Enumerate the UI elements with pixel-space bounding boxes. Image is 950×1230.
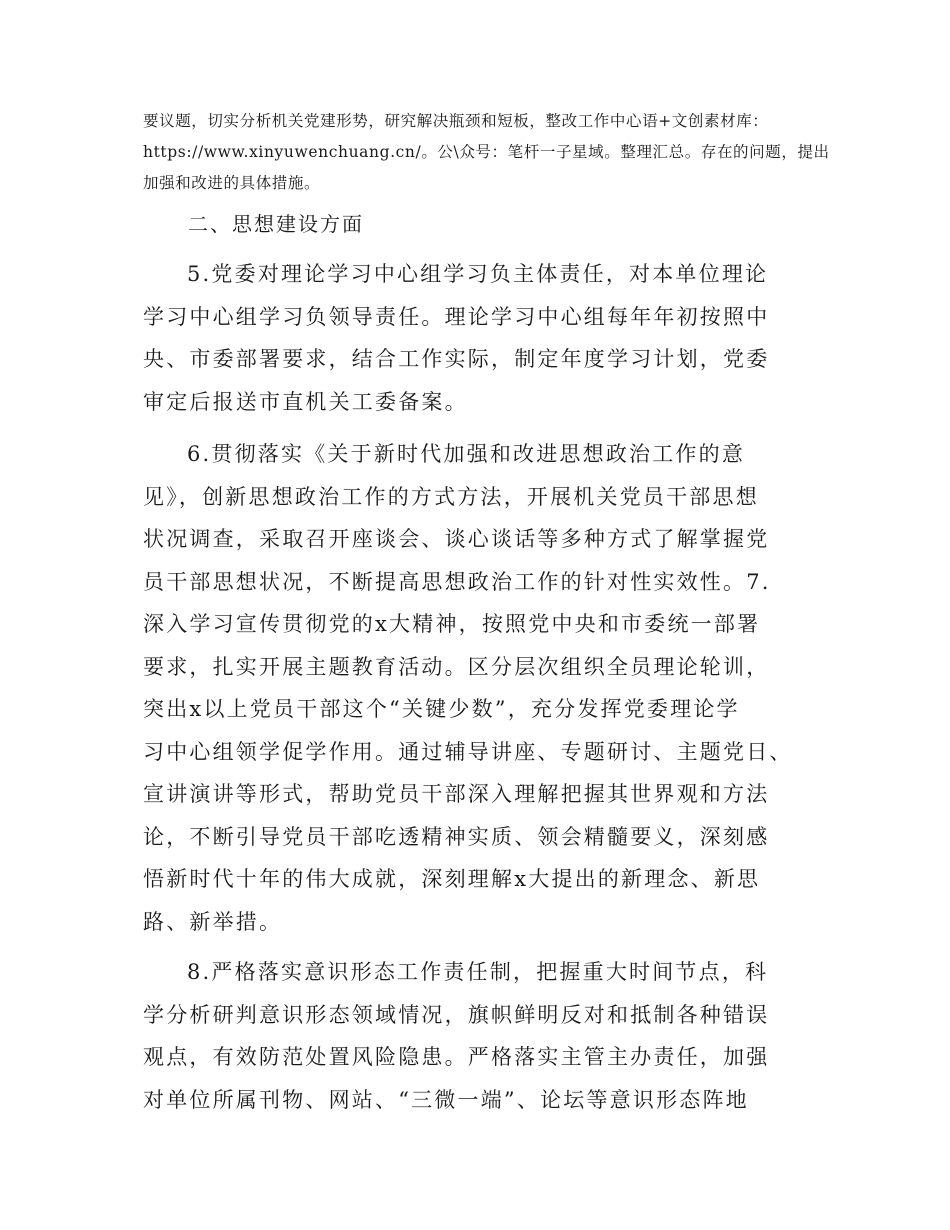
paragraph-line: 见》，创新思想政治工作的方式方法，开展机关党员干部思想 (143, 484, 759, 509)
paragraph-line: 5.党委对理论学习中心组学习负主体责任，对本单位理论 (187, 262, 769, 286)
paragraph-line: 悟新时代十年的伟大成就，深刻理解x大提出的新理念、新思 (143, 867, 761, 891)
paragraph-8 (143, 951, 833, 1121)
paragraph-line: 宣讲演讲等形式，帮助党员干部深入理解把握其世界观和方法 (143, 782, 770, 806)
paragraph-line: 对单位所属刊物、网站、“三微一端”、论坛等意识形态阵地 (143, 1087, 749, 1112)
paragraph-line: 状况调查，采取召开座谈会、谈心谈话等多种方式了解掌握党 (143, 527, 770, 551)
paragraph-line: 习中心组领学促学作用。通过辅导讲座、专题研讨、主题党日、 (143, 739, 793, 764)
intro-paragraph (143, 106, 830, 199)
paragraph-6 (143, 433, 833, 943)
intro-line: https://www.xinyuwenchuang.cn/。公\众号：笔杆一子星域。整理汇总。存在的问题，提出 (143, 143, 830, 161)
intro-line: 要议题，切实分析机关党建形势，研究解决瓶颈和短板，整改工作中心语+文创素材库： (143, 112, 769, 130)
paragraph-line: 审定后报送市直机关工委备案。 (143, 389, 468, 414)
intro-line: 加强和改进的具体措施。 (143, 174, 321, 192)
paragraph-line: 深入学习宣传贯彻党的x大精神，按照党中央和市委统一部署 (143, 612, 761, 636)
paragraph-5 (143, 253, 833, 423)
paragraph-line: 观点，有效防范处置风险隐患。严格落实主管主办责任，加强 (143, 1045, 770, 1069)
paragraph-line: 8.严格落实意识形态工作责任制，把握重大时间节点，科 (187, 960, 769, 984)
paragraph-line: 突出x以上党员干部这个“关键少数”，充分发挥党委理论学 (143, 697, 740, 721)
paragraph-line: 员干部思想状况，不断提高思想政治工作的针对性实效性。7. (143, 569, 771, 594)
paragraph-line: 6.贯彻落实《关于新时代加强和改进思想政治工作的意 (187, 442, 746, 466)
paragraph-line: 要求，扎实开展主题教育活动。区分层次组织全员理论轮训， (143, 654, 770, 679)
paragraph-line: 论，不断引导党员干部吃透精神实质、领会精髓要义，深刻感 (143, 824, 770, 849)
paragraph-line: 学习中心组学习负领导责任。理论学习中心组每年年初按照中 (143, 304, 770, 329)
paragraph-line: 央、市委部署要求，结合工作实际，制定年度学习计划，党委 (143, 347, 770, 371)
paragraph-line: 学分析研判意识形态领域情况，旗帜鲜明反对和抵制各种错误 (143, 1002, 770, 1027)
paragraph-line: 路、新举措。 (143, 909, 283, 934)
section-heading: 二、思想建设方面 (188, 212, 364, 236)
